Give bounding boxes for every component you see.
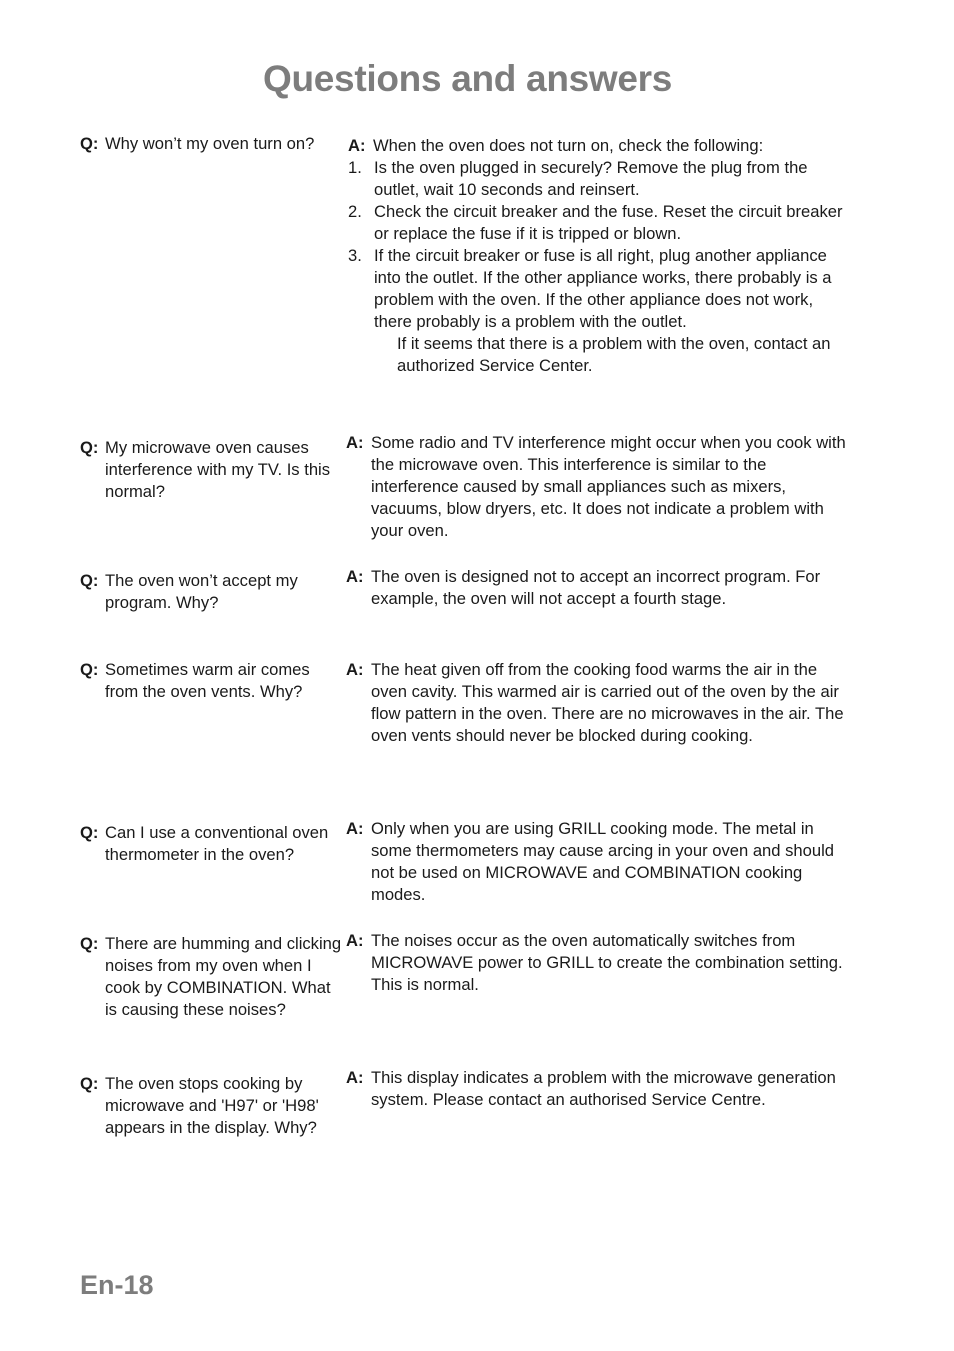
question-4 bbox=[80, 659, 342, 703]
q-label: Q: bbox=[80, 1074, 99, 1093]
answer-1 bbox=[348, 135, 848, 377]
a-label: A: bbox=[348, 136, 366, 155]
answer-text: The noises occur as the oven automatically switches from MICROWAVE power to GRILL to create the combination setting. This is normal. bbox=[371, 931, 843, 994]
question-text: There are humming and clicking noises from my oven when I cook by COMBINATION. What is causing these noises? bbox=[105, 934, 342, 1019]
question-2 bbox=[80, 437, 342, 503]
q-label: Q: bbox=[80, 660, 99, 679]
a-label: A: bbox=[346, 660, 364, 679]
answer-step bbox=[348, 157, 848, 201]
question-text: The oven won’t accept my program. Why? bbox=[105, 571, 298, 612]
question-5 bbox=[80, 822, 342, 866]
answer-note: If it seems that there is a problem with the oven, contact an authorized Service Center. bbox=[397, 334, 831, 375]
question-text: The oven stops cooking by microwave and 'H97' or 'H98' appears in the display. Why? bbox=[105, 1074, 319, 1137]
step-number: 1. bbox=[348, 158, 362, 177]
answer-5 bbox=[346, 818, 846, 906]
q-label: Q: bbox=[80, 571, 99, 590]
answer-text: Some radio and TV interference might occur when you cook with the microwave oven. This interference is similar to the interference caused by small appliances such as mixers, vacuums, blow dryers, etc. It does not indicate a problem with your oven. bbox=[371, 433, 846, 540]
question-3 bbox=[80, 570, 342, 614]
answer-step bbox=[348, 245, 848, 333]
answer-2 bbox=[346, 432, 846, 542]
a-label: A: bbox=[346, 1068, 364, 1087]
a-label: A: bbox=[346, 567, 364, 586]
a-label: A: bbox=[346, 819, 364, 838]
question-text: Sometimes warm air comes from the oven vents. Why? bbox=[105, 660, 310, 701]
answer-7 bbox=[346, 1067, 846, 1111]
question-text: Can I use a conventional oven thermometer in the oven? bbox=[105, 823, 329, 864]
page-number: En-18 bbox=[80, 1270, 154, 1300]
answer-4 bbox=[346, 659, 846, 747]
answer-intro: When the oven does not turn on, check the following: bbox=[373, 136, 764, 155]
q-label: Q: bbox=[80, 934, 99, 953]
step-number: 3. bbox=[348, 246, 362, 265]
step-number: 2. bbox=[348, 202, 362, 221]
step-text: If the circuit breaker or fuse is all right, plug another appliance into the outlet. If the other appliance works, there probably is a problem with the oven. If the other appliance does not work, there probably is a problem with the outlet. bbox=[374, 246, 832, 331]
q-label: Q: bbox=[80, 134, 99, 153]
answer-text: The heat given off from the cooking food warms the air in the oven cavity. This warmed air is carried out of the oven by the air flow pattern in the oven. There are no microwaves in the air. The oven vents should never be blocked during cooking. bbox=[371, 660, 844, 745]
step-text: Is the oven plugged in securely? Remove the plug from the outlet, wait 10 seconds and reinsert. bbox=[374, 158, 808, 199]
q-label: Q: bbox=[80, 438, 99, 457]
question-6 bbox=[80, 933, 342, 1021]
question-7 bbox=[80, 1073, 342, 1139]
q-label: Q: bbox=[80, 823, 99, 842]
question-text: My microwave oven causes interference with my TV. Is this normal? bbox=[105, 438, 331, 501]
answer-3 bbox=[346, 566, 846, 610]
a-label: A: bbox=[346, 433, 364, 452]
page-title: Questions and answers bbox=[263, 58, 673, 99]
answer-text: This display indicates a problem with the microwave generation system. Please contact an authorised Service Centre. bbox=[371, 1068, 836, 1109]
question-text: Why won’t my oven turn on? bbox=[105, 134, 315, 153]
question-1 bbox=[80, 133, 342, 155]
a-label: A: bbox=[346, 931, 364, 950]
answer-text: Only when you are using GRILL cooking mode. The metal in some thermometers may cause arcing in your oven and should not be used on MICROWAVE and COMBINATION cooking modes. bbox=[371, 819, 835, 904]
step-text: Check the circuit breaker and the fuse. Reset the circuit breaker or replace the fuse if it is tripped or blown. bbox=[374, 202, 843, 243]
answer-steps bbox=[348, 157, 848, 333]
answer-step bbox=[348, 201, 848, 245]
answer-text: The oven is designed not to accept an incorrect program. For example, the oven will not accept a fourth stage. bbox=[371, 567, 821, 608]
answer-6 bbox=[346, 930, 846, 996]
